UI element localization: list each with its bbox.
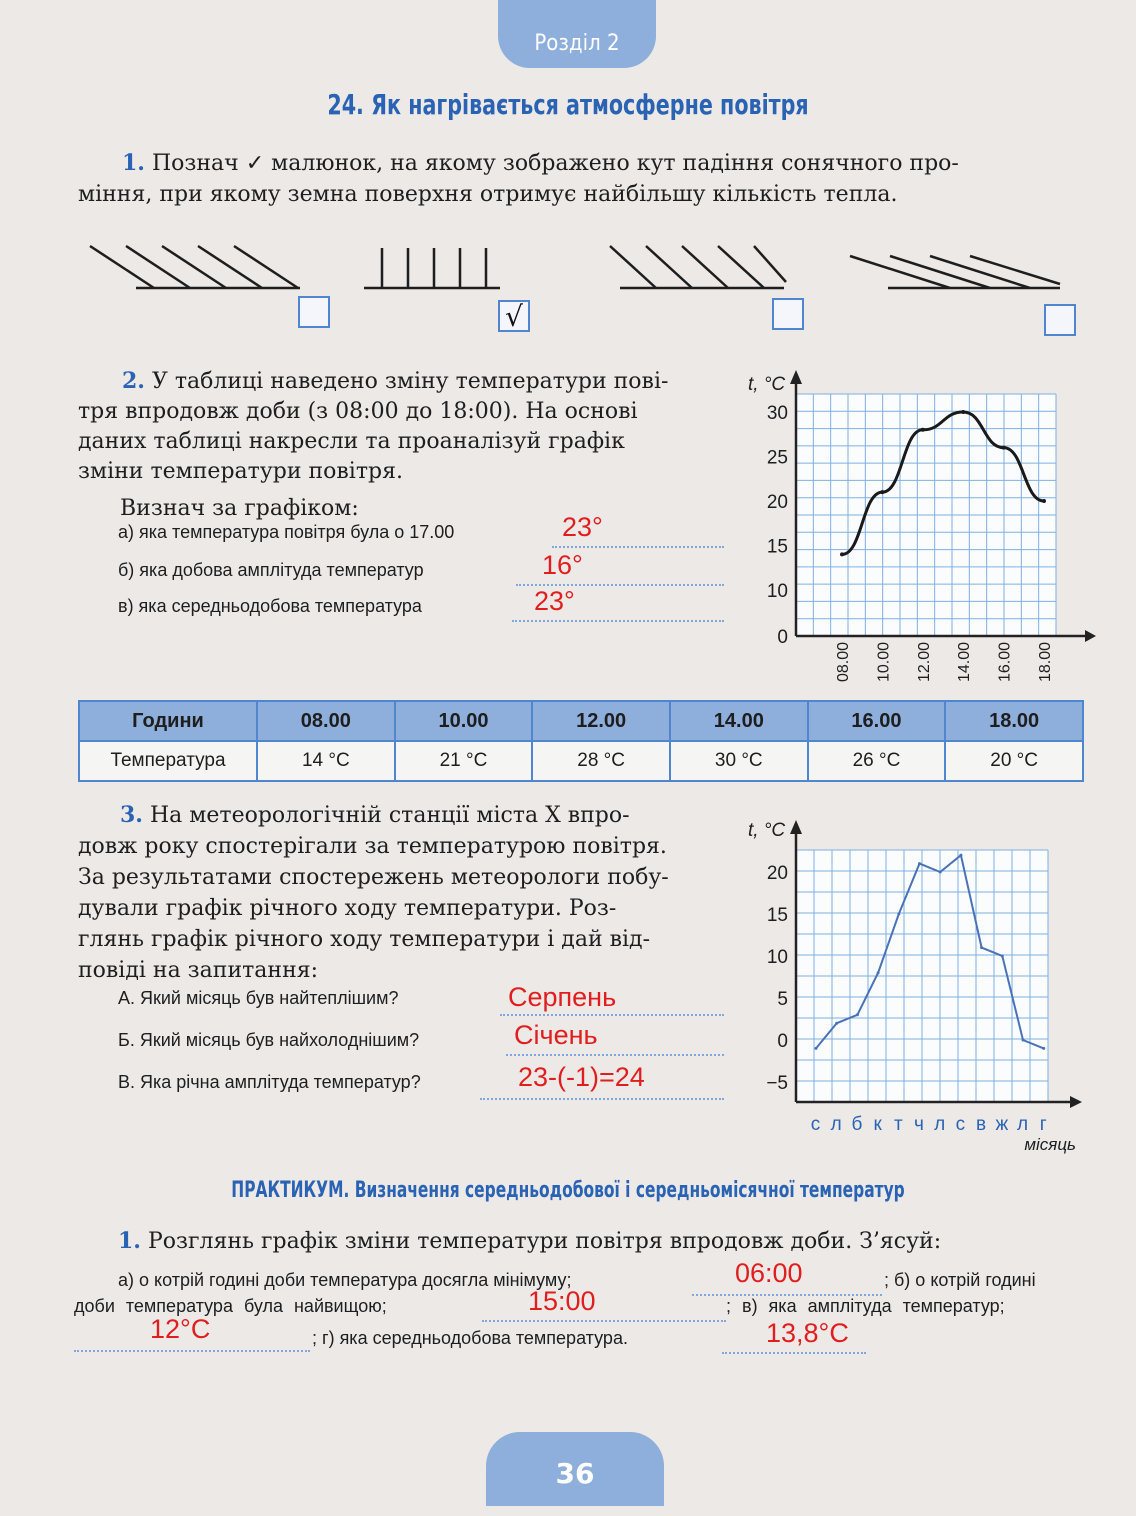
practicum-answer-d: 13,8°C: [766, 1318, 849, 1348]
y-tick-label: 10: [766, 581, 788, 602]
data-point: [856, 1013, 859, 1016]
task3-line: довж року спостерігали за температурою повітря.: [78, 834, 667, 859]
task3-answer-c: 23-(-1)=24: [518, 1062, 645, 1092]
angle-drawing-3: [610, 246, 786, 288]
y-tick-label: 15: [766, 536, 788, 558]
practicum-answer-c: 12°C: [150, 1314, 211, 1344]
task2-answer-b: 16°: [542, 550, 583, 580]
x-tick-label: к: [873, 1114, 883, 1135]
practicum-part-c: ; в) яка амплітуда температур;: [726, 1296, 1005, 1316]
table-header-cell: Години: [79, 701, 257, 741]
practicum-part-b1: ; б) о котрій годині: [884, 1270, 1036, 1290]
table-cell: 30 °C: [670, 741, 808, 781]
data-point: [939, 871, 942, 874]
x-axis-label: місяць: [1024, 1135, 1076, 1154]
x-tick-label: в: [976, 1114, 988, 1135]
y-tick-label: 15: [766, 905, 788, 926]
y-tick-label: −5: [766, 1073, 788, 1094]
table-header-cell: 08.00: [257, 701, 395, 741]
task3-text: [78, 800, 728, 986]
task3-question-b: Б. Який місяць був найхолоднішим?: [118, 1030, 420, 1050]
x-tick-label: ч: [914, 1114, 925, 1135]
y-tick-label: 20: [766, 863, 788, 884]
task3-line: дували графік річного ходу температури. Роз-: [78, 896, 617, 921]
y-tick-label: 30: [766, 403, 788, 424]
practicum-part-d: ; г) яка середньодобова температура.: [312, 1328, 628, 1348]
practicum-number: 1.: [118, 1228, 141, 1254]
task3-question-a: А. Який місяць був найтеплішим?: [118, 988, 399, 1008]
data-point: [815, 1047, 818, 1050]
task2-line: У таблиці наведено зміну температури пові-: [151, 369, 669, 394]
data-point: [897, 913, 900, 916]
x-tick-label: 16.00: [996, 641, 1014, 682]
temperature-table: [78, 700, 1084, 782]
checkbox-angle-3[interactable]: [772, 298, 804, 330]
data-point: [1002, 446, 1006, 450]
x-tick-label: б: [851, 1114, 864, 1135]
x-tick-label: 10.00: [875, 641, 893, 682]
task2-number: 2.: [122, 368, 145, 394]
y-axis-label: t, °C: [748, 374, 786, 395]
task3-line: На метеорологічній станції міста X впро-: [149, 803, 630, 828]
task3-line: глянь графік річного ходу температури і дай від-: [78, 927, 650, 952]
table-row: [79, 741, 1083, 781]
task2-line: даних таблиці накресли та проаналізуй графік: [78, 429, 625, 454]
x-tick-label: л: [1016, 1114, 1030, 1135]
task1-number: 1.: [122, 150, 145, 176]
data-point: [1042, 499, 1046, 503]
task2-line: зміни температури повітря.: [78, 459, 403, 484]
task3-answer-a: Серпень: [508, 982, 617, 1012]
task2-subheading: Визнач за графіком:: [120, 496, 359, 521]
page-number: 36: [486, 1432, 664, 1506]
task3-question-c: В. Яка річна амплітуда температур?: [118, 1072, 421, 1092]
x-tick-label: ж: [995, 1114, 1010, 1135]
x-tick-label: л: [934, 1114, 947, 1135]
task1-text-line2: міння, при якому земна поверхня отримує найбільшу кількість тепла.: [78, 182, 898, 207]
practicum-part-b2: доби температура була найвищою;: [74, 1296, 387, 1316]
data-point: [880, 490, 884, 494]
table-cell: 28 °C: [532, 741, 670, 781]
data-point: [961, 410, 965, 414]
task1-line1: [122, 148, 1072, 179]
task2-text: [78, 366, 738, 487]
angle-drawing-2: [364, 248, 500, 288]
practicum-answer-a: 06:00: [735, 1258, 803, 1288]
table-cell: Температура: [79, 741, 257, 781]
practicum-field-b[interactable]: [482, 1296, 726, 1322]
practicum-part-a: а) о котрій годині доби температура досягла мінімуму;: [118, 1270, 572, 1290]
table-header-cell: 16.00: [808, 701, 946, 741]
table-header-cell: 18.00: [945, 701, 1083, 741]
data-point: [980, 946, 983, 949]
checkbox-angle-2[interactable]: √: [498, 300, 530, 332]
checkbox-angle-1[interactable]: [298, 296, 330, 328]
task3-line: За результатами спостережень метеорологи побу-: [78, 865, 669, 890]
table-header-cell: 14.00: [670, 701, 808, 741]
lesson-title: 24. Як нагрівається атмосферне повітря: [327, 88, 809, 121]
data-point: [835, 1022, 838, 1025]
practicum-task-line: [118, 1226, 1078, 1257]
x-tick-label: с: [955, 1114, 967, 1135]
table-cell: 20 °C: [945, 741, 1083, 781]
y-tick-label: 0: [777, 1031, 788, 1052]
data-point: [959, 854, 962, 857]
y-axis-arrow: [790, 820, 802, 834]
task3-answer-b: Січень: [514, 1020, 598, 1050]
y-tick-label: 25: [766, 447, 788, 469]
x-axis-arrow: [1070, 1096, 1082, 1108]
x-tick-label: 18.00: [1037, 641, 1054, 682]
x-tick-label: г: [1039, 1114, 1048, 1135]
chapter-tab: Розділ 2: [498, 0, 656, 68]
task2-question-b: б) яка добова амплітуда температур: [118, 560, 424, 580]
data-point: [921, 428, 925, 432]
data-point: [1001, 955, 1004, 958]
angle-drawing-1: [90, 246, 300, 288]
task2-answer-c: 23°: [534, 586, 575, 616]
task2-question-c: в) яка середньодобова температура: [118, 596, 422, 616]
table-header-row: [79, 701, 1083, 741]
task3-line: повіді на запитання:: [78, 958, 319, 983]
x-tick-label: т: [893, 1114, 904, 1135]
yearly-temperature-chart: [740, 812, 1096, 1158]
y-axis-arrow: [790, 370, 802, 384]
checkbox-angle-4[interactable]: [1044, 304, 1076, 336]
x-tick-label: л: [830, 1114, 843, 1135]
x-tick-label: с: [810, 1114, 822, 1135]
data-point: [840, 552, 844, 556]
y-tick-label: 0: [777, 627, 788, 648]
practicum-text: Розглянь графік зміни температури повітря впродовж доби. З’ясуй:: [147, 1229, 942, 1254]
x-tick-label: 14.00: [956, 641, 974, 682]
y-axis-label: t, °C: [748, 820, 786, 841]
task3-number: 3.: [120, 802, 143, 828]
task2-question-a: а) яка температура повітря була о 17.00: [118, 522, 455, 542]
data-point: [877, 971, 880, 974]
practicum-title: ПРАКТИКУМ. Визначення середньодобової і середньомісячної температур: [231, 1178, 905, 1203]
x-axis-arrow: [1085, 630, 1096, 642]
x-tick-label: 08.00: [835, 641, 852, 682]
y-tick-label: 10: [766, 947, 788, 968]
table-header-cell: 12.00: [532, 701, 670, 741]
task2-line: тря впродовж доби (з 08:00 до 18:00). На основі: [78, 399, 638, 424]
data-point: [1042, 1047, 1045, 1050]
y-tick-label: 5: [777, 989, 788, 1010]
table-header-cell: 10.00: [395, 701, 533, 741]
task2-answer-a: 23°: [562, 512, 603, 542]
table-cell: 14 °C: [257, 741, 395, 781]
practicum-answer-b: 15:00: [528, 1286, 596, 1316]
data-point: [1022, 1039, 1025, 1042]
x-tick-label: 12.00: [915, 641, 933, 682]
sun-angle-drawings: [70, 236, 1110, 306]
table-cell: 26 °C: [808, 741, 946, 781]
y-tick-label: 20: [766, 492, 788, 513]
angle-drawing-4: [850, 256, 1060, 288]
table-cell: 21 °C: [395, 741, 533, 781]
task1-text-line1: Познач ✓ малюнок, на якому зображено кут падіння сонячного про-: [151, 151, 959, 176]
daily-temperature-chart: [740, 364, 1096, 694]
data-point: [918, 862, 921, 865]
